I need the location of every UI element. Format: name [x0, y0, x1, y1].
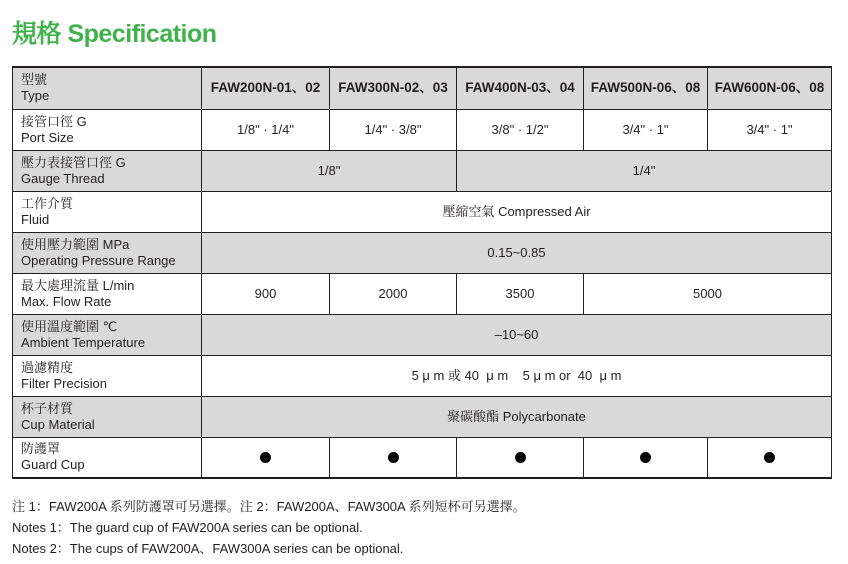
row-label-gauge-thread: 壓力表接管口徑 G Gauge Thread — [13, 150, 202, 191]
row-label-type: 型號 Type — [13, 67, 202, 109]
operating-pressure-cell: 0.15~0.85 — [202, 232, 832, 273]
port-size-cell: 3/4" · 1" — [584, 109, 708, 150]
filled-dot-icon — [388, 452, 399, 463]
model-header: FAW400N-03、04 — [457, 67, 584, 109]
row-label-fluid: 工作介質 Fluid — [13, 191, 202, 232]
row-fluid — [13, 191, 832, 232]
fluid-cell: 壓縮空氣 Compressed Air — [202, 191, 832, 232]
row-filter-precision — [13, 355, 832, 396]
guard-cup-cell — [330, 437, 457, 478]
filled-dot-icon — [260, 452, 271, 463]
row-label-port-size: 接管口徑 G Port Size — [13, 109, 202, 150]
filled-dot-icon — [515, 452, 526, 463]
max-flow-cell: 3500 — [457, 273, 584, 314]
row-gauge-thread — [13, 150, 832, 191]
cup-material-cell: 聚碳酸酯 Polycarbonate — [202, 396, 832, 437]
guard-cup-cell — [584, 437, 708, 478]
port-size-cell: 3/8" · 1/2" — [457, 109, 584, 150]
specification-table — [12, 66, 832, 479]
filter-precision-cell: 5 μ m 或 40 μ m 5 μ m or 40 μ m — [202, 355, 832, 396]
notes-section — [12, 496, 526, 559]
ambient-temperature-cell: –10~60 — [202, 314, 832, 355]
port-size-cell: 1/8" · 1/4" — [202, 109, 330, 150]
model-header: FAW600N-06、08 — [708, 67, 832, 109]
row-ambient-temperature — [13, 314, 832, 355]
row-type — [13, 67, 832, 109]
model-header: FAW300N-02、03 — [330, 67, 457, 109]
port-size-cell: 3/4" · 1" — [708, 109, 832, 150]
max-flow-cell: 5000 — [584, 273, 832, 314]
row-label-ambient-temperature: 使用溫度範圍 ℃ Ambient Temperature — [13, 314, 202, 355]
row-cup-material — [13, 396, 832, 437]
row-label-filter-precision: 過濾精度 Filter Precision — [13, 355, 202, 396]
row-label-guard-cup: 防護罩 Guard Cup — [13, 437, 202, 478]
note-line-1: Notes 1：The guard cup of FAW200A series can be optional. — [12, 520, 363, 535]
guard-cup-cell — [708, 437, 832, 478]
note-line-2: Notes 2：The cups of FAW200A、FAW300A series can be optional. — [12, 541, 404, 556]
row-label-operating-pressure: 使用壓力範圍 MPa Operating Pressure Range — [13, 232, 202, 273]
row-port-size — [13, 109, 832, 150]
row-label-max-flow: 最大處理流量 L/min Max. Flow Rate — [13, 273, 202, 314]
row-guard-cup — [13, 437, 832, 478]
model-header: FAW200N-01、02 — [202, 67, 330, 109]
guard-cup-cell — [457, 437, 584, 478]
row-operating-pressure — [13, 232, 832, 273]
filled-dot-icon — [640, 452, 651, 463]
filled-dot-icon — [764, 452, 775, 463]
row-label-cup-material: 杯子材質 Cup Material — [13, 396, 202, 437]
note-line-zh: 注 1：FAW200A 系列防護罩可另選擇。注 2：FAW200A、FAW300A 系列短杯可另選擇。 — [12, 499, 526, 514]
guard-cup-cell — [202, 437, 330, 478]
model-header: FAW500N-06、08 — [584, 67, 708, 109]
gauge-thread-cell: 1/8" — [202, 150, 457, 191]
gauge-thread-cell: 1/4" — [457, 150, 832, 191]
max-flow-cell: 900 — [202, 273, 330, 314]
port-size-cell: 1/4" · 3/8" — [330, 109, 457, 150]
row-max-flow — [13, 273, 832, 314]
max-flow-cell: 2000 — [330, 273, 457, 314]
page-title: 規格 Specification — [12, 20, 217, 48]
